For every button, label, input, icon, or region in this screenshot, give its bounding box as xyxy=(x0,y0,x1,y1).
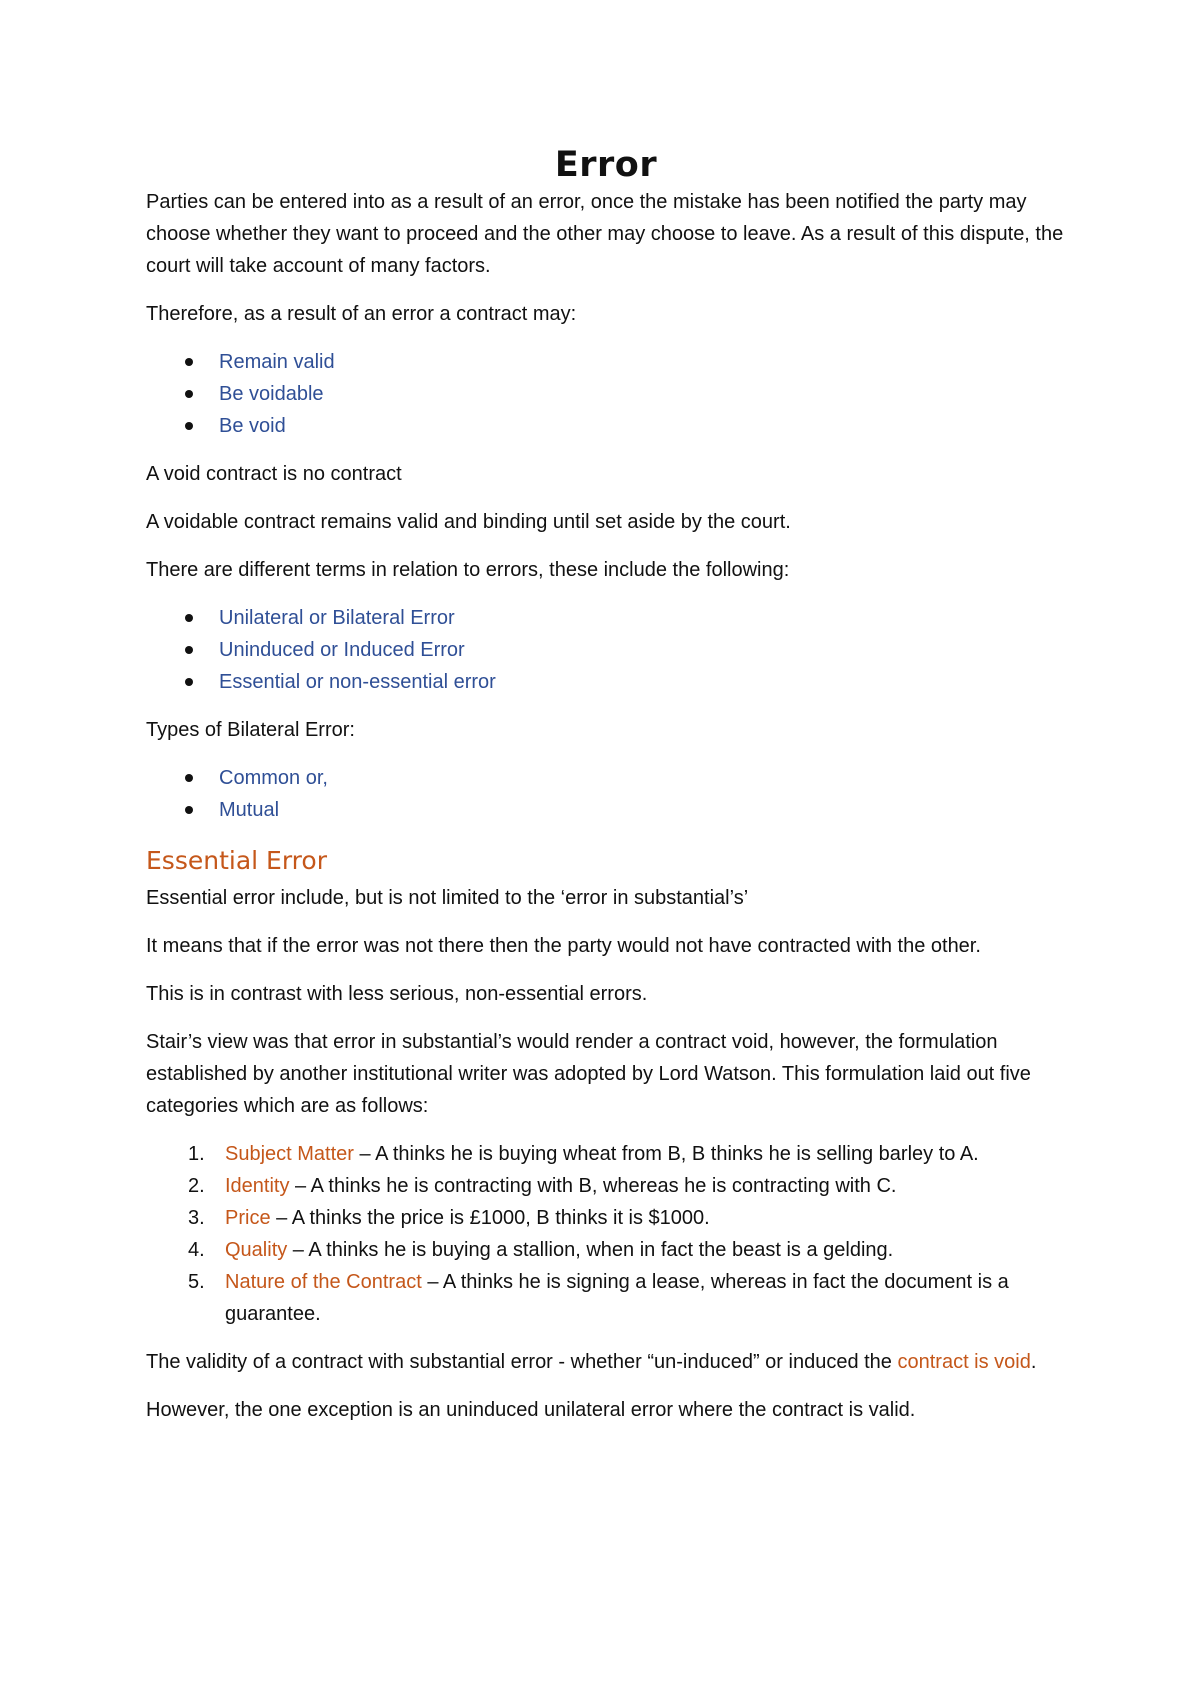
void-definition: A void contract is no contract xyxy=(146,463,402,485)
list-item: Remain valid xyxy=(146,346,1066,378)
list-item: Unilateral or Bilateral Error xyxy=(146,602,1066,634)
page-title: Error xyxy=(554,145,658,185)
category-description: – A thinks he is buying wheat from B, B thinks he is selling barley to A. xyxy=(353,1143,979,1165)
category-description: – A thinks the price is £1000, B thinks it is $1000. xyxy=(270,1207,710,1229)
exception-paragraph: However, the one exception is an uninduced unilateral error where the contract is valid. xyxy=(146,1399,916,1421)
list-item: Common or, xyxy=(146,762,1066,794)
contract-outcomes-list xyxy=(146,346,1066,442)
bilateral-intro: Types of Bilateral Error: xyxy=(146,719,355,741)
validity-text: The validity of a contract with substantial error - whether “un-induced” or induced the xyxy=(146,1351,898,1373)
category-term: Nature of the Contract xyxy=(225,1271,422,1293)
category-item xyxy=(146,1170,1066,1202)
essential-paragraph-4: Stair’s view was that error in substantial’s would render a contract void, however, the formulation established by another institutional writer was adopted by Lord Watson. This formulation laid out five categories which are as follows: xyxy=(146,1031,1031,1117)
list-item: Mutual xyxy=(146,794,1066,826)
category-number: 5. xyxy=(188,1271,205,1293)
essential-paragraph-1: Essential error include, but is not limited to the ‘error in substantial’s’ xyxy=(146,887,749,909)
category-term: Price xyxy=(225,1207,271,1229)
list-item: Essential or non-essential error xyxy=(146,666,1066,698)
terms-list xyxy=(146,602,1066,698)
validity-paragraph xyxy=(146,1346,1066,1378)
category-description: – A thinks he is buying a stallion, when in fact the beast is a gelding. xyxy=(287,1239,894,1261)
category-number: 1. xyxy=(188,1143,205,1165)
list-item: Uninduced or Induced Error xyxy=(146,634,1066,666)
document-page xyxy=(146,140,1066,1442)
list-item: Be voidable xyxy=(146,378,1066,410)
category-number: 3. xyxy=(188,1207,205,1229)
category-description: – A thinks he is contracting with B, whereas he is contracting with C. xyxy=(289,1175,897,1197)
category-term: Quality xyxy=(225,1239,288,1261)
essential-paragraph-2: It means that if the error was not there then the party would not have contracted with the other. xyxy=(146,935,981,957)
bilateral-types-list xyxy=(146,762,1066,826)
essential-paragraph-3: This is in contrast with less serious, non-essential errors. xyxy=(146,983,648,1005)
category-item xyxy=(146,1234,1066,1266)
validity-highlight: contract is void xyxy=(897,1351,1031,1373)
category-item xyxy=(146,1138,1066,1170)
therefore-paragraph: Therefore, as a result of an error a contract may: xyxy=(146,303,577,325)
terms-intro: There are different terms in relation to errors, these include the following: xyxy=(146,559,790,581)
category-number: 2. xyxy=(188,1175,205,1197)
voidable-definition: A voidable contract remains valid and binding until set aside by the court. xyxy=(146,511,791,533)
category-term: Subject Matter xyxy=(225,1143,354,1165)
list-item: Be void xyxy=(146,410,1066,442)
category-number: 4. xyxy=(188,1239,205,1261)
essential-error-heading: Essential Error xyxy=(146,846,327,875)
intro-paragraph: Parties can be entered into as a result of an error, once the mistake has been notified the party may choose whether they want to proceed and the other may choose to leave. As a result of this dispute, the court will take account of many factors. xyxy=(146,191,1064,277)
category-item xyxy=(146,1202,1066,1234)
validity-end: . xyxy=(1030,1351,1037,1373)
categories-list xyxy=(146,1138,1066,1330)
category-description: – A thinks he is signing a lease, whereas in fact the document is a guarantee. xyxy=(225,1271,1009,1325)
category-term: Identity xyxy=(225,1175,290,1197)
category-item xyxy=(146,1266,1066,1330)
